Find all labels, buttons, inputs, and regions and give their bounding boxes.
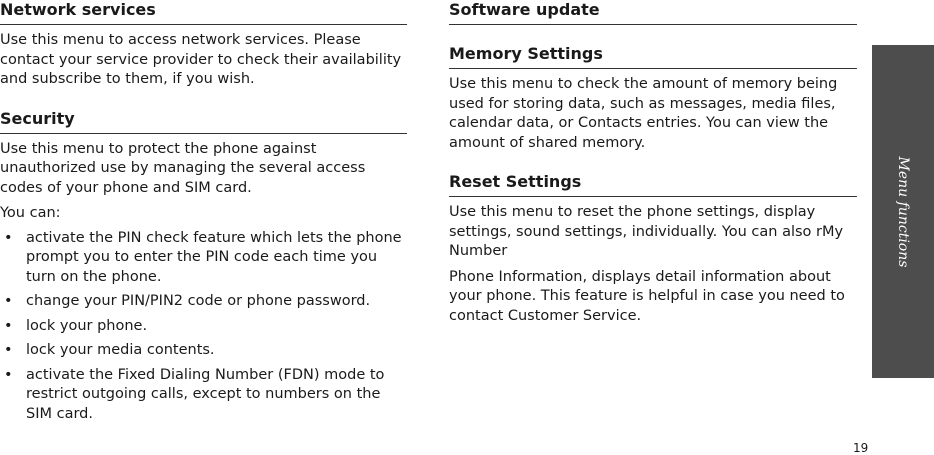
right-column — [449, 0, 857, 326]
list-item-text: change your PIN/PIN2 code or phone password. — [26, 293, 371, 309]
reset-settings-body: Use this menu to reset the phone settings, display settings, sound settings, individually. You can also rMy Number — [449, 204, 844, 259]
memory-settings-heading: Memory Settings — [449, 44, 857, 69]
side-tab-label: Menu functions — [895, 156, 911, 267]
security-body: Use this menu to protect the phone against unauthorized use by managing the several access codes of your phone and SIM card. — [0, 140, 366, 196]
phone-information-body: Phone Information, displays detail information about your phone. This feature is helpful in case you need to contact Customer Service. — [449, 268, 845, 324]
side-tab — [872, 45, 934, 378]
list-item — [0, 317, 407, 337]
list-item-text: lock your phone. — [26, 317, 148, 334]
software-update-heading: Software update — [449, 0, 857, 25]
left-column — [0, 0, 407, 429]
bullet-icon: • — [4, 366, 13, 383]
network-services-body: Use this menu to access network services. Please contact your service provider to check their availability and subscribe to them, if you wish. — [0, 32, 402, 87]
security-intro: You can: — [0, 205, 61, 221]
memory-settings-body: Use this menu to check the amount of memory being used for storing data, such as messages, media files, calendar data, or Contacts entries. You can view the amount of shared memory. — [449, 76, 838, 151]
list-item — [0, 229, 407, 288]
list-item-text: activate the Fixed Dialing Number (FDN) mode to restrict outgoing calls, except to numbers on the SIM card. — [26, 366, 385, 422]
bullet-icon: • — [4, 229, 13, 246]
security-heading: Security — [0, 109, 407, 134]
bullet-icon: • — [4, 317, 13, 334]
security-bullet-list — [0, 229, 407, 425]
bullet-icon: • — [4, 342, 13, 358]
network-services-heading: Network services — [0, 0, 407, 25]
page-number: 19 — [853, 441, 869, 455]
list-item-text: activate the PIN check feature which lets the phone prompt you to enter the PIN code each time you turn on the phone. — [26, 229, 402, 285]
list-item-text: lock your media contents. — [26, 342, 215, 358]
bullet-icon: • — [4, 293, 13, 309]
list-item — [0, 341, 407, 361]
list-item — [0, 366, 407, 425]
reset-settings-heading: Reset Settings — [449, 172, 857, 197]
list-item — [0, 292, 407, 312]
